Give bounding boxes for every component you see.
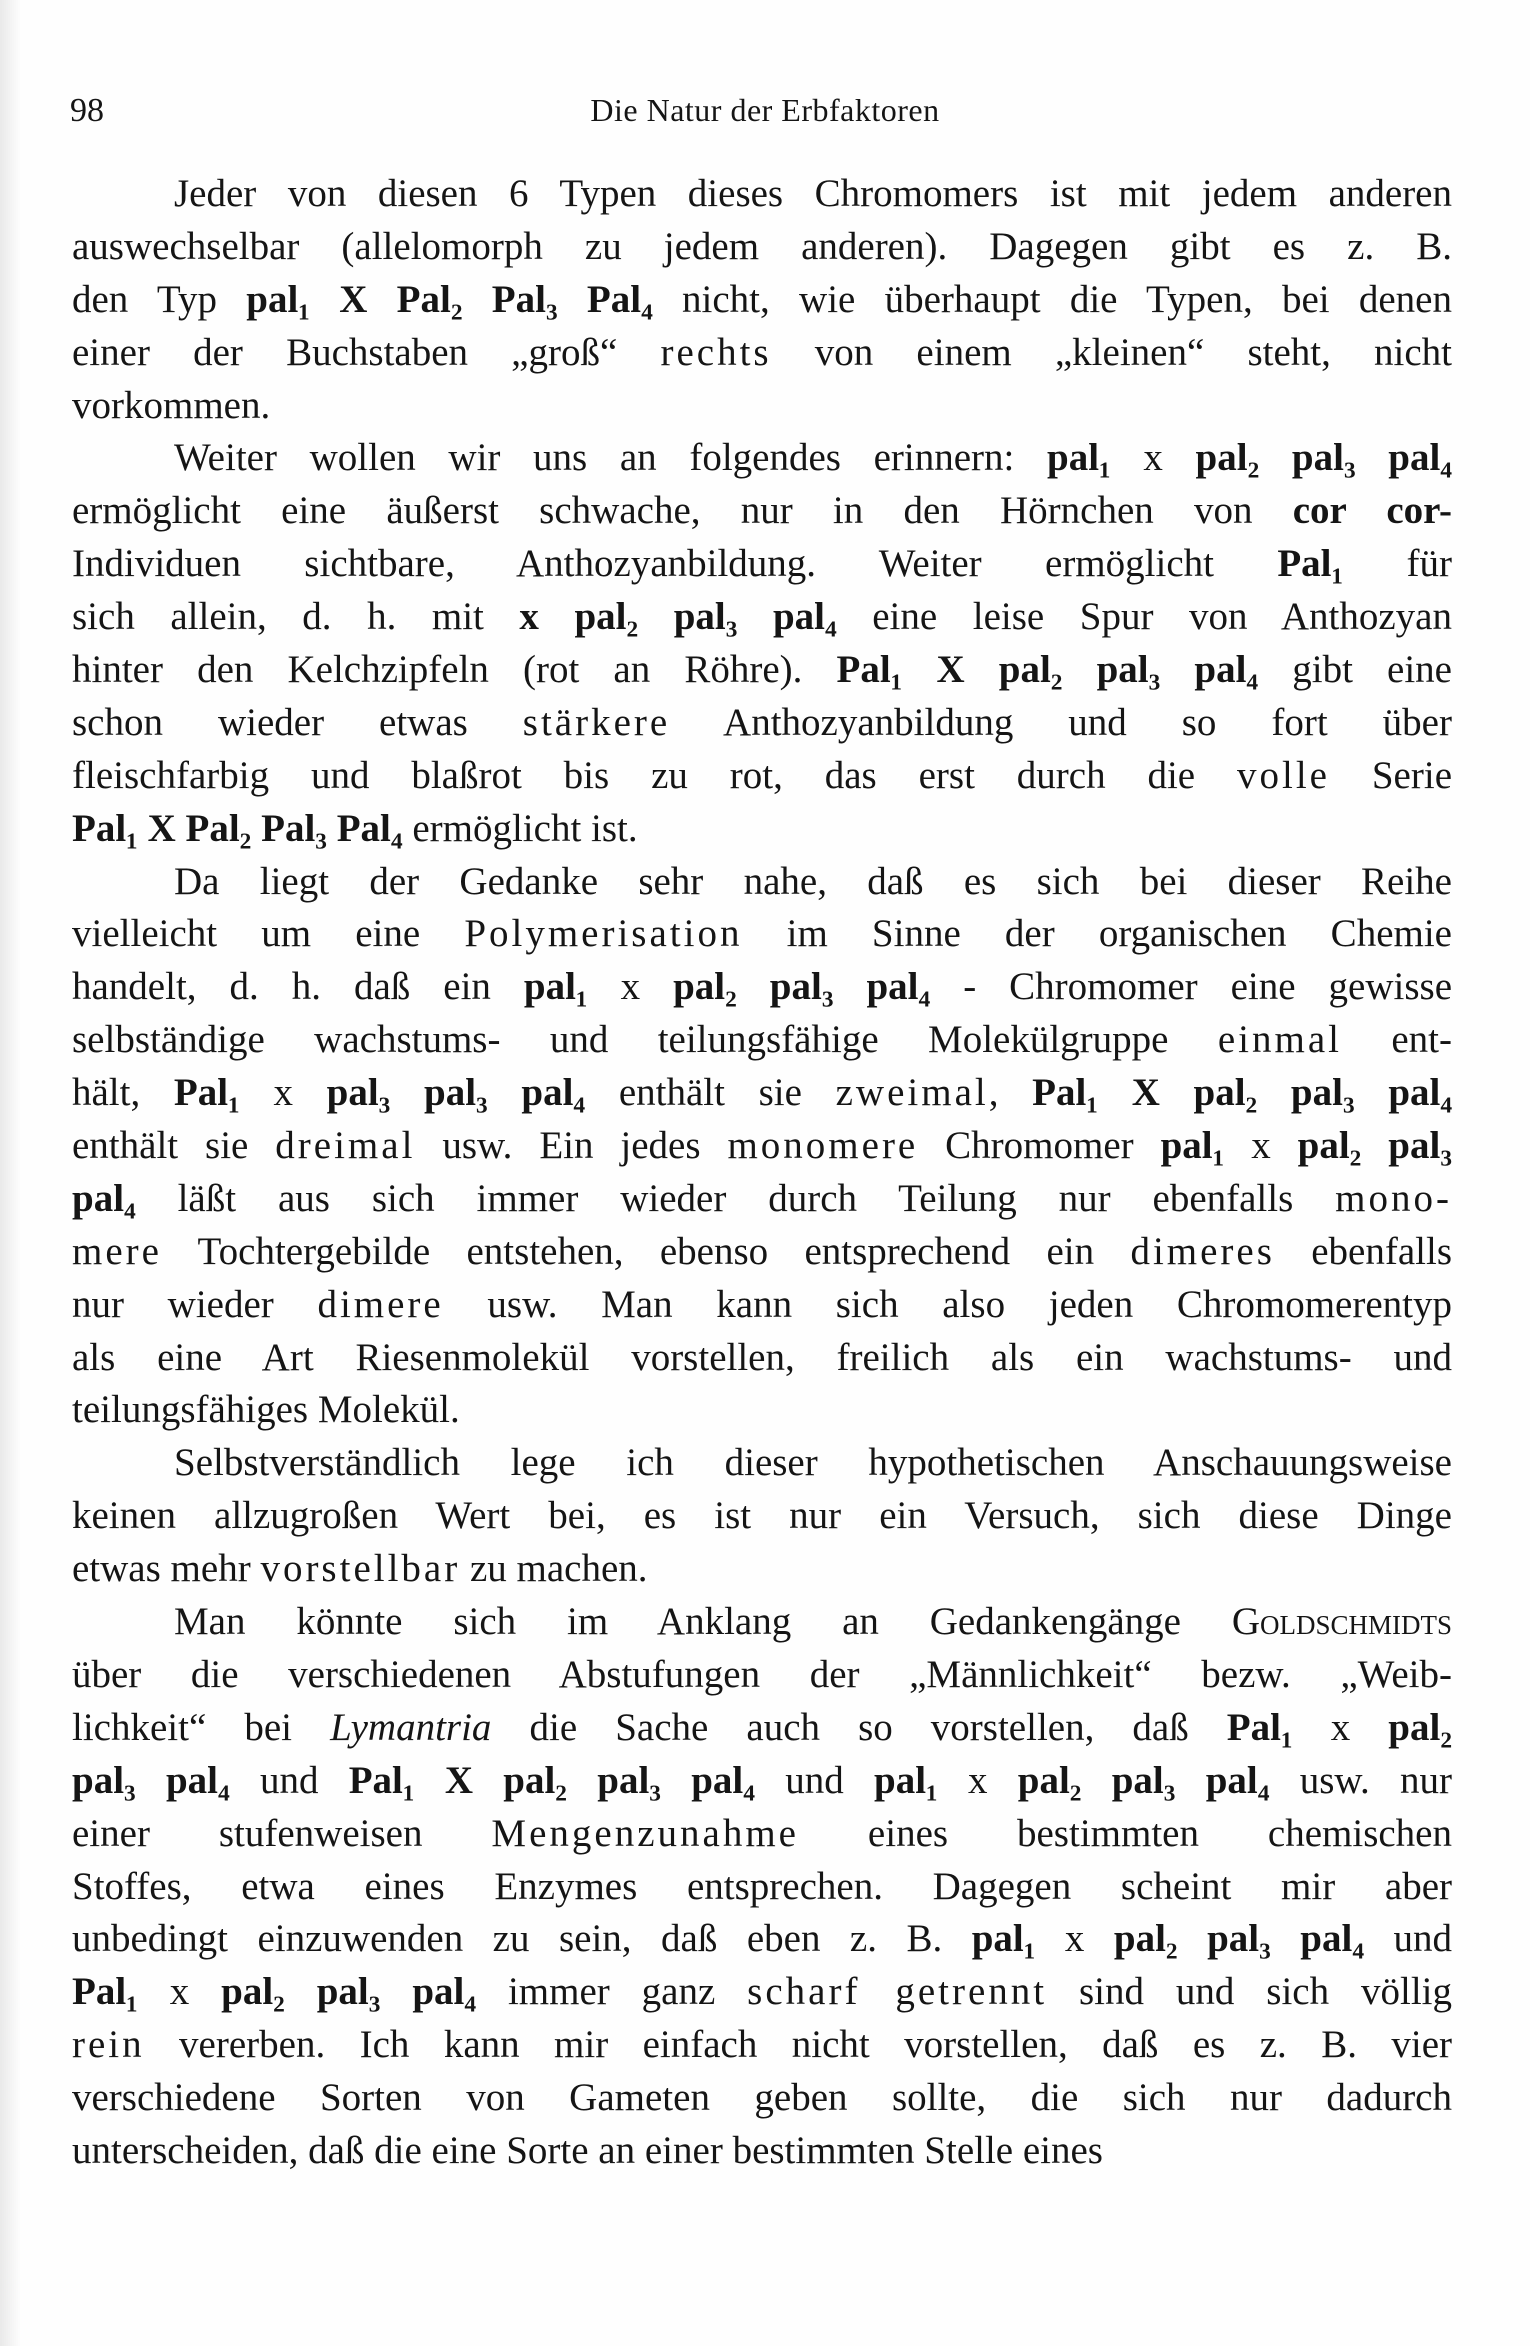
text-run: unbedingt einzuwenden zu sein, daß eben z. B. (72, 1917, 972, 1961)
text-run: enthält sie (585, 1071, 836, 1115)
text-run: Individuen sichtbare, Anthozyanbildung. Weiter ermöglicht (72, 542, 1278, 586)
text-run: scharf getrennt (747, 1970, 1048, 2014)
text-line (72, 591, 1452, 644)
text-run: usw. nur (1269, 1758, 1452, 1802)
text-line (72, 697, 1452, 750)
text-run: ermöglicht eine äußerst schwache, nur in den Hörnchen von (72, 489, 1293, 533)
text-run: teilungsfähiges Molekül. (72, 1388, 460, 1432)
text-line (72, 274, 1452, 327)
text-run: Polymerisation (464, 912, 743, 956)
text-run: handelt, d. h. daß ein (72, 965, 524, 1009)
text-run: dreimal (275, 1124, 416, 1168)
text-run: lichkeit“ bei (72, 1705, 331, 1749)
text-run: auswechselbar (allelomorph zu jedem anderen). Dagegen gibt es z. B. (72, 224, 1452, 268)
gene-symbol: pal₂ pal₃ pal₄ (673, 965, 931, 1009)
text-run: keinen allzugroßen Wert bei, es ist nur ein Versuch, sich diese Dinge (72, 1494, 1452, 1538)
text-run: unterscheiden, daß die eine Sorte an einer bestimmten Stelle eines (72, 2128, 1103, 2172)
paragraph (72, 1596, 1452, 2178)
text-run: eine leise Spur von Anthozyan (836, 595, 1452, 639)
text-run: eines bestimmten chemischen (799, 1811, 1452, 1855)
text-line (72, 1966, 1452, 2019)
text-line (72, 961, 1452, 1014)
text-run: und (229, 1758, 349, 1802)
text-line (72, 803, 1452, 856)
text-run: stärkere (522, 700, 671, 744)
gene-symbol: Pal₁ X pal₂ pal₃ pal₄ (836, 648, 1259, 692)
gene-symbol: pal₁ X Pal₂ Pal₃ Pal₄ (246, 277, 653, 321)
text-run: vielleicht um eine (72, 912, 465, 956)
text-run: zweimal (835, 1071, 989, 1115)
page-number: 98 (70, 92, 104, 129)
gene-symbol: pal₂ pal₃ pal₄ (221, 1970, 477, 2014)
text-run: dimere (317, 1282, 444, 1326)
text-run: rechts (660, 330, 772, 374)
text-run: Da liegt der Gedanke sehr nahe, daß es sich bei dieser Reihe (174, 859, 1452, 903)
text-run: Chromomer (918, 1124, 1161, 1168)
text-run: ent- (1341, 1018, 1452, 1062)
text-run: als eine Art Riesenmolekül vorstellen, freilich als ein wachstums- und (72, 1335, 1452, 1379)
text-run: gibt eine (1258, 648, 1452, 692)
text-run: den Typ (72, 277, 247, 321)
text-run: Man könnte sich im Anklang an Gedankengänge (174, 1600, 1232, 1644)
gene-symbol: cor cor- (1292, 489, 1452, 533)
text-run: rein (72, 2023, 145, 2067)
text-run: von einem „kleinen“ steht, nicht (771, 330, 1452, 374)
text-run: fleischfarbig und blaßrot bis zu rot, das erst durch die (72, 753, 1237, 797)
text-run: einmal (1217, 1018, 1342, 1062)
paragraph (72, 1437, 1452, 1596)
text-run: Stoffes, etwa eines Enzymes entsprechen. Dagegen scheint mir aber (72, 1864, 1452, 1908)
text-run: einer stufenweisen (72, 1811, 492, 1855)
text-run: x (937, 1758, 1018, 1802)
gene-symbol: pal₂ pal₃ pal₄ (1195, 436, 1452, 480)
text-line (72, 1490, 1452, 1543)
text-line (72, 1067, 1452, 1120)
text-line (72, 1808, 1452, 1861)
text-run: Selbstverständlich lege ich dieser hypothetischen Anschauungsweise (174, 1441, 1452, 1485)
text-run: schon wieder etwas (72, 700, 523, 744)
text-run: x (1292, 1705, 1389, 1749)
text-line (72, 1649, 1452, 1702)
text-run: x (1110, 436, 1196, 480)
page-header (70, 92, 1460, 142)
text-run: x (1224, 1124, 1298, 1168)
running-title: Die Natur der Erbfaktoren (590, 92, 940, 128)
text-line (72, 2125, 1452, 2178)
text-line (72, 908, 1452, 961)
paragraph (72, 432, 1452, 855)
text-line (72, 750, 1452, 803)
gene-symbol: pal₂ pal₃ (1297, 1124, 1452, 1168)
text-line (72, 1279, 1452, 1332)
gene-symbol: pal₂ pal₃ pal₄ (1113, 1917, 1365, 1961)
text-line (72, 1014, 1452, 1067)
text-line (72, 538, 1452, 591)
text-run: x (587, 965, 674, 1009)
text-line (72, 221, 1452, 274)
gene-symbol: pal₁ (1047, 436, 1111, 480)
text-run: nur wieder (72, 1282, 318, 1326)
text-line (72, 644, 1452, 697)
gene-symbol: pal₂ (1388, 1705, 1452, 1749)
text-line (72, 1226, 1452, 1279)
gene-symbol: Pal₁ (1226, 1705, 1293, 1749)
text-run: Mengenzunahme (491, 1811, 799, 1855)
text-run: im Sinne der organischen Chemie (742, 912, 1452, 956)
gene-symbol: pal₁ (874, 1758, 938, 1802)
gene-symbol: Pal₁ (173, 1071, 240, 1115)
gene-symbol: Pal₁ X Pal₂ Pal₃ Pal₄ (72, 806, 403, 850)
text-run: Jeder von diesen 6 Typen dieses Chromomers ist mit jedem anderen (174, 172, 1452, 215)
text-run: die Sache auch so vorstellen, daß (491, 1705, 1227, 1749)
gene-symbol: pal₁ (1160, 1124, 1225, 1168)
text-run: volle (1237, 753, 1330, 797)
text-line (72, 1596, 1452, 1649)
text-line (72, 1384, 1452, 1437)
text-line (72, 856, 1452, 909)
text-run: für (1343, 542, 1452, 586)
text-run: x (137, 1970, 222, 2014)
text-run: monomere (727, 1124, 919, 1168)
gene-symbol: pal₄ (72, 1176, 136, 1220)
text-run: - Chromomer eine gewisse (930, 965, 1452, 1009)
text-run: vorkommen. (72, 383, 271, 427)
paragraph (72, 168, 1452, 432)
gene-symbol: pal₁ (971, 1917, 1036, 1961)
gene-symbol: pal₁ (523, 965, 588, 1009)
text-run: dimeres (1130, 1229, 1275, 1273)
text-run: , (988, 1071, 1033, 1115)
paragraph (72, 856, 1452, 1438)
gene-symbol: Pal₁ (72, 1970, 138, 2014)
text-run: verschiedene Sorten von Gameten geben sollte, die sich nur dadurch (72, 2076, 1452, 2120)
text-line (72, 1702, 1452, 1755)
text-run: vorstellbar (260, 1547, 461, 1591)
text-run: hinter den Kelchzipfeln (rot an Röhre). (72, 648, 837, 692)
text-line (72, 1120, 1452, 1173)
text-run: etwas mehr (72, 1547, 261, 1591)
text-run: enthält sie (72, 1124, 276, 1168)
text-run: x (1035, 1917, 1114, 1961)
text-line (72, 1173, 1452, 1226)
text-line (72, 1437, 1452, 1490)
text-run: Lymantria (330, 1705, 492, 1749)
gene-symbol: pal₃ pal₃ pal₄ (326, 1071, 586, 1115)
text-run: mere (72, 1229, 162, 1273)
text-run: Tochtergebilde entstehen, ebenso entsprechend ein (161, 1229, 1131, 1273)
text-run: und (1364, 1917, 1452, 1961)
text-line (72, 2019, 1452, 2072)
gene-symbol: Pal₁ X pal₂ pal₃ pal₄ (1032, 1071, 1452, 1115)
text-run: nicht, wie überhaupt die Typen, bei denen (652, 277, 1452, 321)
text-run: usw. Man kann sich also jeden Chromomerentyp (443, 1282, 1452, 1326)
text-run: einer der Buchstaben „groß“ (72, 330, 661, 374)
body-text (72, 168, 1452, 2178)
text-line (72, 1913, 1452, 1966)
gene-symbol: pal₃ pal₄ (72, 1758, 230, 1802)
text-run: Goldschmidts (1231, 1600, 1452, 1644)
text-line (72, 2072, 1452, 2125)
text-run: ermöglicht ist. (402, 806, 638, 850)
text-line (72, 1332, 1452, 1385)
text-run: sind und sich völlig (1047, 1970, 1452, 2014)
text-line (72, 1543, 1452, 1596)
text-run: x (239, 1071, 327, 1115)
text-line (72, 1755, 1452, 1808)
text-run: zu machen. (460, 1547, 648, 1591)
gene-symbol: x pal₂ pal₃ pal₄ (519, 595, 837, 639)
text-line (72, 432, 1452, 485)
text-line (72, 485, 1452, 538)
text-line (72, 168, 1452, 221)
text-run: hält, (72, 1071, 174, 1115)
gene-symbol: Pal₁ X pal₂ pal₃ pal₄ (348, 1758, 755, 1802)
text-run: und (754, 1758, 874, 1802)
text-run: immer ganz (476, 1970, 748, 2014)
gene-symbol: pal₂ pal₃ pal₄ (1017, 1758, 1270, 1802)
text-run: usw. Ein jedes (415, 1124, 728, 1168)
text-run: mono- (1335, 1176, 1452, 1220)
text-line (72, 1861, 1452, 1914)
text-run: Serie (1329, 753, 1452, 797)
text-line (72, 327, 1452, 380)
text-run: sich allein, d. h. mit (72, 595, 520, 639)
text-run: über die verschiedenen Abstufungen der „Männlichkeit“ bezw. „Weib- (72, 1652, 1452, 1696)
scan-edge-shadow (0, 0, 22, 2346)
text-run: selbständige wachstums- und teilungsfähige Molekülgruppe (72, 1018, 1218, 1062)
text-line (72, 380, 1452, 433)
text-run: Anthozyanbildung und so fort über (670, 700, 1452, 744)
text-run: vererben. Ich kann mir einfach nicht vorstellen, daß es z. B. vier (144, 2023, 1452, 2067)
gene-symbol: Pal₁ (1277, 542, 1344, 586)
text-run: ebenfalls (1274, 1229, 1452, 1273)
text-run: läßt aus sich immer wieder durch Teilung nur ebenfalls (135, 1176, 1336, 1220)
text-run: Weiter wollen wir uns an folgendes erinnern: (174, 436, 1048, 480)
